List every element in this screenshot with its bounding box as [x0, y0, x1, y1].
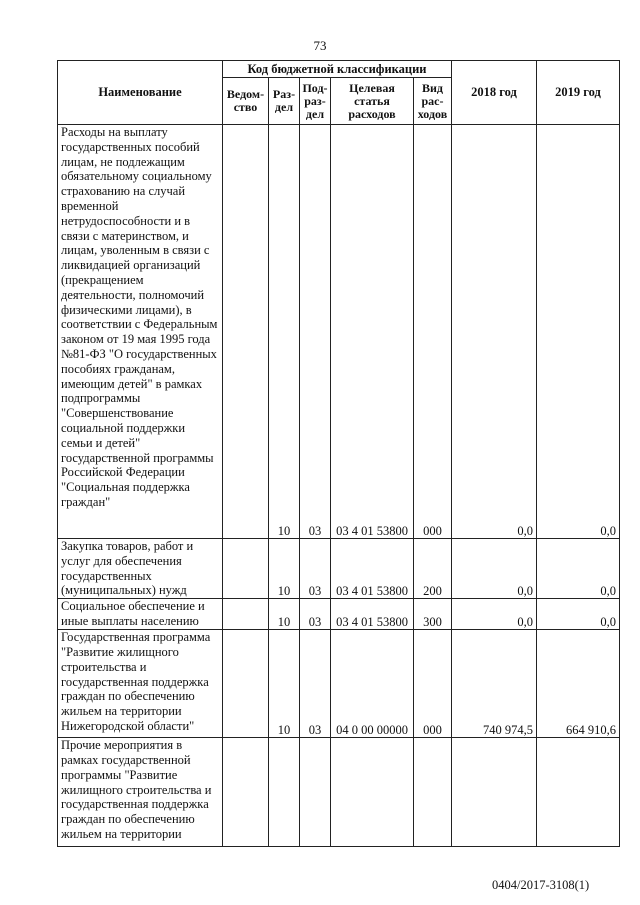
row-value-2018: 0,0: [452, 539, 537, 599]
header-budget-code-group: Код бюджетной классификации: [223, 61, 452, 78]
header-razdel: Раз-дел: [269, 78, 300, 125]
row-vid-rashodov: [414, 738, 452, 847]
row-podrazdel: 03: [300, 125, 331, 539]
row-name: Расходы на выплату государственных пособий лицам, не подлежащим обязательному социальному страхованию на случай временной нетрудоспособности и в связи с материнством, и лицам, уволенным в связи с ликвидацией организаций (прекращением деятельности, полномочий физическими лицами), в соответствии с Федеральным законом от 19 мая 1995 года №81-ФЗ "О государственных пособиях гражданам, имеющим детей" в рамках подпрограммы "Совершенствование социальной поддержки семьи и детей" государственной программы Российской Федерации "Социальная поддержка граждан": [58, 125, 223, 539]
row-celevaya-statya: 04 0 00 00000: [331, 630, 414, 738]
row-celevaya-statya: [331, 738, 414, 847]
row-value-2019: 0,0: [537, 125, 620, 539]
row-value-2018: [452, 738, 537, 847]
row-razdel: 10: [269, 125, 300, 539]
row-name: Прочие мероприятия в рамках государственной программы "Развитие жилищного строительства и государственная поддержка граждан по обеспечению жильем на территории: [58, 738, 223, 847]
row-podrazdel: 03: [300, 599, 331, 630]
row-razdel: 10: [269, 599, 300, 630]
row-vedomstvo: [223, 539, 269, 599]
row-podrazdel: [300, 738, 331, 847]
header-celevaya-statya: Целевая статья расходов: [331, 78, 414, 125]
table-row: [58, 738, 620, 847]
table-row: [58, 630, 620, 738]
header-name: Наименование: [58, 61, 223, 125]
row-value-2019: 0,0: [537, 539, 620, 599]
page-number: 73: [313, 38, 327, 53]
header-podrazdel: Под-раз-дел: [300, 78, 331, 125]
row-name: Социальное обеспечение и иные выплаты населению: [58, 599, 223, 630]
row-vid-rashodov: 200: [414, 539, 452, 599]
row-podrazdel: 03: [300, 630, 331, 738]
table-row: [58, 539, 620, 599]
row-value-2019: [537, 738, 620, 847]
row-razdel: [269, 738, 300, 847]
row-value-2019: 664 910,6: [537, 630, 620, 738]
header-2018: 2018 год: [452, 61, 537, 125]
row-vid-rashodov: 300: [414, 599, 452, 630]
table-row: [58, 599, 620, 630]
row-razdel: 10: [269, 539, 300, 599]
row-vid-rashodov: 000: [414, 630, 452, 738]
header-vid-rashodov: Вид рас-ходов: [414, 78, 452, 125]
row-value-2018: 740 974,5: [452, 630, 537, 738]
row-podrazdel: 03: [300, 539, 331, 599]
row-vedomstvo: [223, 738, 269, 847]
header-vedomstvo: Ведом-ство: [223, 78, 269, 125]
row-razdel: 10: [269, 630, 300, 738]
document-code: 0404/2017-3108(1): [492, 878, 590, 892]
row-name: Закупка товаров, работ и услуг для обеспечения государственных (муниципальных) нужд: [58, 539, 223, 599]
row-vedomstvo: [223, 125, 269, 539]
row-vedomstvo: [223, 599, 269, 630]
row-value-2018: 0,0: [452, 599, 537, 630]
row-name: Государственная программа "Развитие жилищного строительства и государственная поддержка граждан по обеспечению жильем на территории Нижегородской области": [58, 630, 223, 738]
row-vedomstvo: [223, 630, 269, 738]
row-value-2018: 0,0: [452, 125, 537, 539]
header-2019: 2019 год: [537, 61, 620, 125]
table-row: [58, 125, 620, 539]
row-celevaya-statya: 03 4 01 53800: [331, 125, 414, 539]
budget-table: [57, 60, 620, 847]
row-celevaya-statya: 03 4 01 53800: [331, 599, 414, 630]
row-vid-rashodov: 000: [414, 125, 452, 539]
row-value-2019: 0,0: [537, 599, 620, 630]
row-celevaya-statya: 03 4 01 53800: [331, 539, 414, 599]
